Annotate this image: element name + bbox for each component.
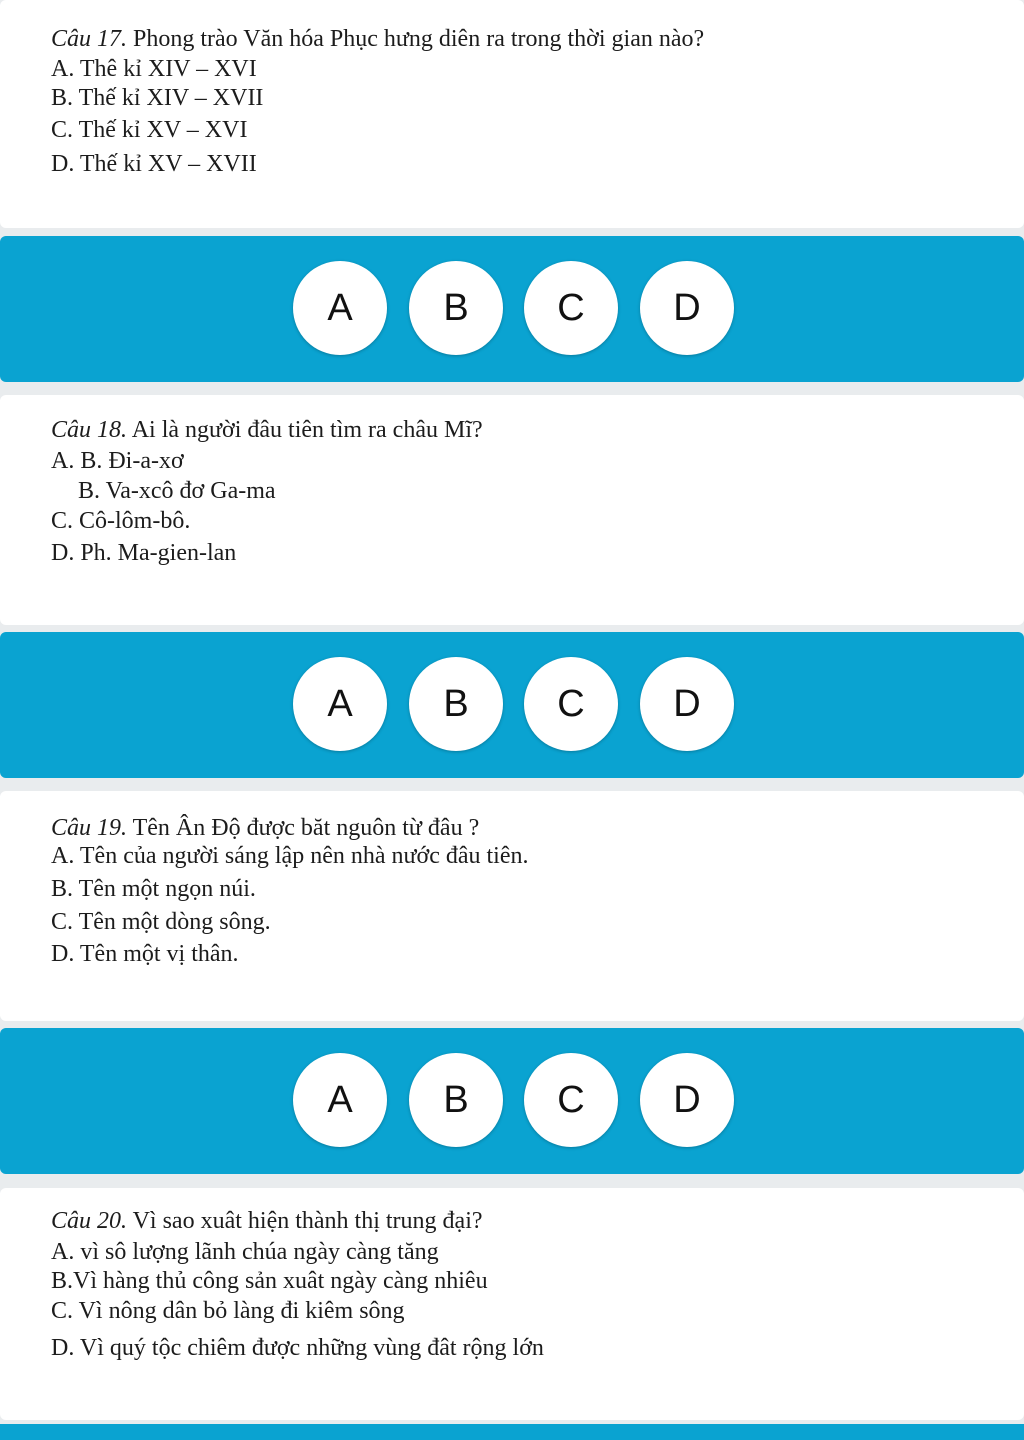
question-number: Câu 20. [51,1208,128,1234]
answer-bar-19 [0,1028,1024,1174]
option-a: A. Tên của người sáng lập nên nhà nước đâu tiên. [51,843,529,869]
question-number: Câu 18. [51,417,128,443]
option-c: C. Thế kỉ XV – XVI [51,117,248,143]
question-text [51,417,483,444]
option-d: D. Thế kỉ XV – XVII [51,151,257,177]
question-card-20 [0,1188,1024,1420]
option-b: B. Tên một ngọn núi. [51,876,256,902]
answer-a-button[interactable]: A [293,1053,387,1147]
answer-d-button[interactable]: D [640,1053,734,1147]
question-number: Câu 17. [51,26,128,52]
answer-c-button[interactable]: C [524,261,618,355]
option-a: A. vì sô lượng lãnh chúa ngày càng tăng [51,1239,439,1265]
question-text [51,26,704,53]
option-b: B.Vì hàng thủ công sản xuât ngày càng nhiêu [51,1268,488,1294]
question-card-18 [0,395,1024,625]
question-prompt: Phong trào Văn hóa Phục hưng diên ra trong thời gian nào? [133,26,705,52]
question-prompt: Tên Ân Độ được băt nguôn từ đâu ? [132,815,480,841]
option-c: C. Cô-lôm-bô. [51,508,191,534]
option-c: C. Tên một dòng sông. [51,909,271,935]
answer-b-button[interactable]: B [409,657,503,751]
answer-a-button[interactable]: A [293,657,387,751]
answer-bar-17 [0,236,1024,382]
question-number: Câu 19. [51,815,128,841]
answer-b-button[interactable]: B [409,261,503,355]
answer-bar-18 [0,632,1024,778]
option-d: D. Tên một vị thân. [51,941,239,967]
answer-c-button[interactable]: C [524,1053,618,1147]
question-card-17 [0,0,1024,228]
answer-a-button[interactable]: A [293,261,387,355]
question-prompt: Vì sao xuât hiện thành thị trung đại? [132,1208,483,1234]
option-a: A. B. Đi-a-xơ [51,448,184,474]
answer-bar-20-edge [0,1424,1024,1440]
question-text [51,1208,483,1235]
question-text [51,815,479,842]
option-b: B. Thế kỉ XIV – XVII [51,85,264,111]
answer-b-button[interactable]: B [409,1053,503,1147]
question-card-19 [0,791,1024,1021]
option-d: D. Vì quý tộc chiêm được những vùng đât rộng lớn [51,1335,544,1361]
option-c: C. Vì nông dân bỏ làng đi kiêm sông [51,1298,405,1324]
question-prompt: Ai là người đâu tiên tìm ra châu Mĩ? [131,417,483,443]
answer-d-button[interactable]: D [640,261,734,355]
option-b: B. Va-xcô đơ Ga-ma [78,478,276,504]
option-a: A. Thê kỉ XIV – XVI [51,56,257,82]
option-d: D. Ph. Ma-gien-lan [51,540,237,566]
answer-c-button[interactable]: C [524,657,618,751]
answer-d-button[interactable]: D [640,657,734,751]
